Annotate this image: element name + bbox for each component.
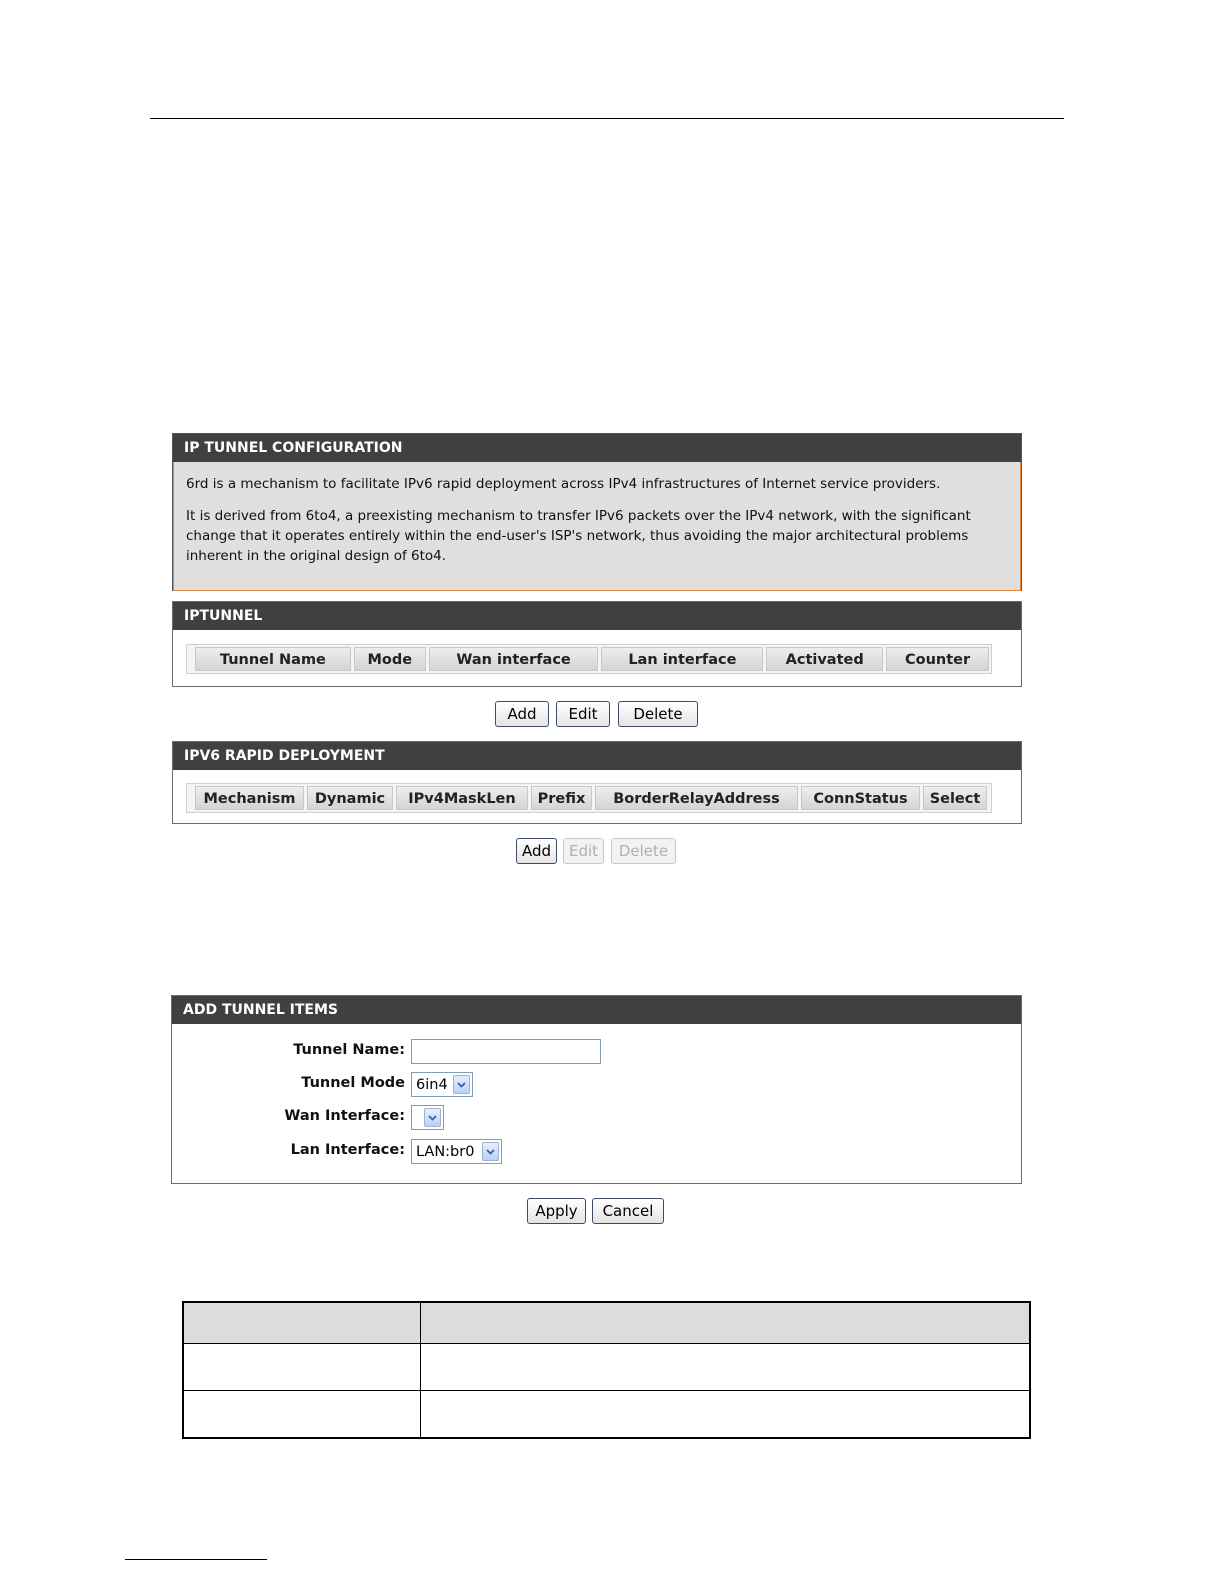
description-table	[182, 1301, 1031, 1439]
iptunnel-table-header	[186, 644, 992, 674]
ip-tunnel-config-paragraph-1: 6rd is a mechanism to facilitate IPv6 rapid deployment across IPv4 infrastructures of Internet service providers.	[186, 476, 941, 492]
iptunnel-title: IPTUNNEL	[173, 602, 1021, 630]
ipv6-col-prefix: Prefix	[531, 786, 592, 810]
ip-tunnel-config-body	[173, 462, 1021, 591]
ipv6-col-border-relay-address: BorderRelayAddress	[595, 786, 798, 810]
ipv6-col-ipv4masklen: IPv4MaskLen	[396, 786, 528, 810]
table-header-cell	[421, 1302, 1031, 1344]
ip-tunnel-config-panel	[172, 433, 1022, 591]
wan-interface-row	[172, 1105, 1021, 1131]
tunnel-mode-select[interactable]	[411, 1072, 473, 1097]
iptunnel-panel	[172, 601, 1022, 687]
iptunnel-col-mode: Mode	[354, 647, 426, 671]
ipv6-col-dynamic: Dynamic	[307, 786, 393, 810]
wan-interface-select[interactable]	[411, 1105, 444, 1130]
wan-interface-label: Wan Interface:	[284, 1108, 405, 1124]
ip-tunnel-config-paragraph-2: It is derived from 6to4, a preexisting mechanism to transfer IPv6 packets over the IPv4 network, with the significant change that it operates entirely within the end-user's ISP's network, thus avoiding the major architectural problems inherent in the original design of 6to4.	[186, 508, 971, 564]
ip-tunnel-config-title: IP TUNNEL CONFIGURATION	[173, 434, 1021, 462]
ipv6-col-mechanism: Mechanism	[195, 786, 304, 810]
chevron-down-icon[interactable]	[453, 1075, 470, 1094]
iptunnel-col-wan-interface: Wan interface	[429, 647, 599, 671]
footer-rule	[125, 1559, 267, 1560]
ipv6-add-button[interactable]: Add	[516, 838, 557, 864]
iptunnel-edit-button[interactable]: Edit	[556, 701, 610, 727]
apply-button[interactable]: Apply	[527, 1198, 586, 1224]
table-header-row	[183, 1302, 1030, 1344]
chevron-down-icon[interactable]	[482, 1142, 499, 1161]
add-tunnel-items-panel	[171, 995, 1022, 1184]
iptunnel-col-counter: Counter	[886, 647, 989, 671]
tunnel-mode-value: 6in4	[416, 1076, 448, 1093]
ipv6-col-select: Select	[923, 786, 987, 810]
lan-interface-value: LAN:br0	[416, 1143, 475, 1160]
ipv6-delete-button-disabled: Delete	[611, 838, 676, 864]
iptunnel-col-tunnel-name: Tunnel Name	[195, 647, 351, 671]
ipv6-rapid-table-header	[186, 783, 992, 813]
table-row	[183, 1344, 1030, 1391]
iptunnel-delete-button[interactable]: Delete	[618, 701, 698, 727]
page-top-rule	[150, 118, 1064, 119]
iptunnel-col-activated: Activated	[766, 647, 883, 671]
table-row	[183, 1391, 1030, 1439]
iptunnel-add-button[interactable]: Add	[495, 701, 549, 727]
tunnel-name-row	[172, 1039, 1021, 1065]
ipv6-rapid-deployment-panel	[172, 741, 1022, 824]
add-tunnel-items-title: ADD TUNNEL ITEMS	[172, 996, 1021, 1024]
tunnel-name-label: Tunnel Name:	[293, 1042, 405, 1058]
tunnel-mode-row	[172, 1072, 1021, 1098]
cancel-button[interactable]: Cancel	[592, 1198, 664, 1224]
lan-interface-select[interactable]	[411, 1139, 502, 1164]
iptunnel-col-lan-interface: Lan interface	[601, 647, 763, 671]
ipv6-edit-button-disabled: Edit	[563, 838, 604, 864]
ipv6-rapid-deployment-title: IPV6 RAPID DEPLOYMENT	[173, 742, 1021, 770]
lan-interface-row	[172, 1139, 1021, 1165]
table-cell	[421, 1344, 1031, 1391]
ipv6-col-conn-status: ConnStatus	[801, 786, 920, 810]
table-header-cell	[183, 1302, 421, 1344]
table-cell	[421, 1391, 1031, 1439]
tunnel-mode-label: Tunnel Mode	[301, 1075, 405, 1091]
tunnel-name-input[interactable]	[411, 1039, 601, 1064]
table-cell	[183, 1344, 421, 1391]
lan-interface-label: Lan Interface:	[290, 1142, 405, 1158]
table-cell	[183, 1391, 421, 1439]
chevron-down-icon[interactable]	[424, 1108, 441, 1127]
